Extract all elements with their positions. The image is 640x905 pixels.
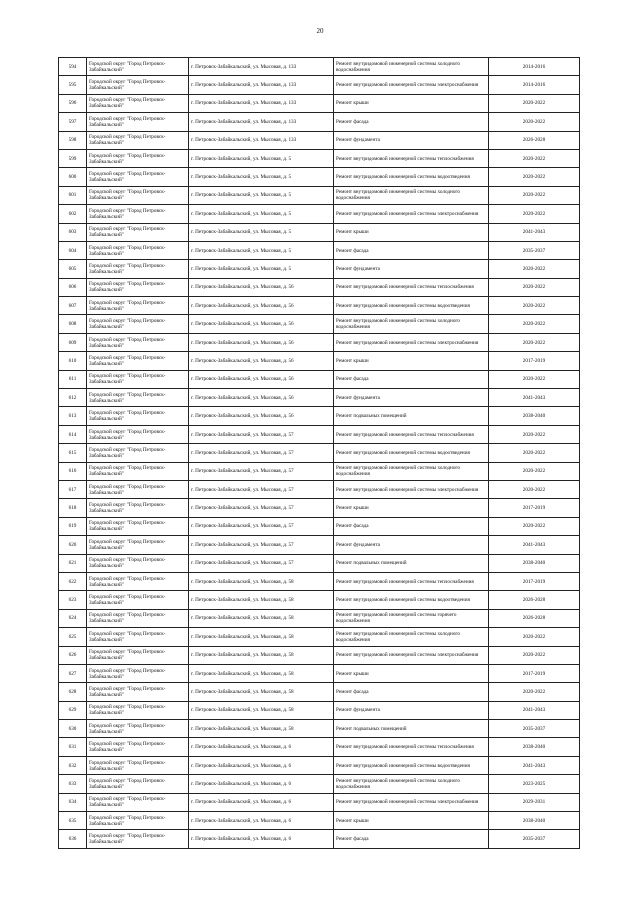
period-cell: 2041-2043 bbox=[489, 223, 580, 241]
row-number-cell: 599 bbox=[59, 149, 87, 167]
address-cell: г. Петровск-Забайкальский, ул. Мысовая, д. 6 bbox=[189, 812, 334, 830]
address-cell: г. Петровск-Забайкальский, ул. Мысовая, д. 58 bbox=[189, 720, 334, 738]
work-type-cell: Ремонт внутридомовой инженерной системы водоотведения bbox=[334, 444, 489, 462]
municipality-cell: Городской округ "Город Петровск-Забайкальский" bbox=[87, 591, 189, 609]
address-cell: г. Петровск-Забайкальский, ул. Мысовая, д. 56 bbox=[189, 407, 334, 425]
row-number-cell: 632 bbox=[59, 756, 87, 774]
municipality-cell: Городской округ "Город Петровск-Забайкальский" bbox=[87, 756, 189, 774]
address-cell: г. Петровск-Забайкальский, ул. Мысовая, д. 57 bbox=[189, 444, 334, 462]
work-type-cell: Ремонт внутридомовой инженерной системы теплоснабжения bbox=[334, 572, 489, 590]
period-cell: 2038-2040 bbox=[489, 407, 580, 425]
work-type-cell: Ремонт фундамента bbox=[334, 131, 489, 149]
table-row bbox=[59, 113, 580, 131]
address-cell: г. Петровск-Забайкальский, ул. Мысовая, д. 5 bbox=[189, 260, 334, 278]
address-cell: г. Петровск-Забайкальский, ул. Мысовая, д. 6 bbox=[189, 793, 334, 811]
work-type-cell: Ремонт внутридомовой инженерной системы электроснабжения bbox=[334, 646, 489, 664]
address-cell: г. Петровск-Забайкальский, ул. Мысовая, д. 57 bbox=[189, 425, 334, 443]
table-row bbox=[59, 628, 580, 646]
table-row bbox=[59, 462, 580, 480]
row-number-cell: 604 bbox=[59, 241, 87, 259]
period-cell: 2026-2028 bbox=[489, 609, 580, 627]
period-cell: 2020-2022 bbox=[489, 94, 580, 112]
municipality-cell: Городской округ "Город Петровск-Забайкальский" bbox=[87, 389, 189, 407]
work-type-cell: Ремонт фасада bbox=[334, 683, 489, 701]
table-row bbox=[59, 554, 580, 572]
table-row bbox=[59, 370, 580, 388]
table-row bbox=[59, 499, 580, 517]
address-cell: г. Петровск-Забайкальский, ул. Мысовая, д. 58 bbox=[189, 628, 334, 646]
municipality-cell: Городской округ "Город Петровск-Забайкальский" bbox=[87, 480, 189, 498]
municipality-cell: Городской округ "Город Петровск-Забайкальский" bbox=[87, 352, 189, 370]
work-type-cell: Ремонт крыши bbox=[334, 664, 489, 682]
row-number-cell: 629 bbox=[59, 701, 87, 719]
row-number-cell: 602 bbox=[59, 205, 87, 223]
table-row bbox=[59, 701, 580, 719]
address-cell: г. Петровск-Забайкальский, ул. Мысовая, д. 6 bbox=[189, 756, 334, 774]
row-number-cell: 601 bbox=[59, 186, 87, 204]
municipality-cell: Городской округ "Город Петровск-Забайкальский" bbox=[87, 572, 189, 590]
municipality-cell: Городской округ "Город Петровск-Забайкальский" bbox=[87, 646, 189, 664]
row-number-cell: 606 bbox=[59, 278, 87, 296]
address-cell: г. Петровск-Забайкальский, ул. Мысовая, д. 56 bbox=[189, 297, 334, 315]
period-cell: 2035-2037 bbox=[489, 830, 580, 848]
table-row bbox=[59, 278, 580, 296]
period-cell: 2020-2022 bbox=[489, 480, 580, 498]
address-cell: г. Петровск-Забайкальский, ул. Мысовая, д. 5 bbox=[189, 149, 334, 167]
table-row bbox=[59, 389, 580, 407]
period-cell: 2017-2019 bbox=[489, 572, 580, 590]
municipality-cell: Городской округ "Город Петровск-Забайкальский" bbox=[87, 131, 189, 149]
municipality-cell: Городской округ "Город Петровск-Забайкальский" bbox=[87, 738, 189, 756]
work-type-cell: Ремонт фундамента bbox=[334, 536, 489, 554]
table-row bbox=[59, 333, 580, 351]
address-cell: г. Петровск-Забайкальский, ул. Мысовая, д. 56 bbox=[189, 315, 334, 333]
period-cell: 2020-2022 bbox=[489, 444, 580, 462]
work-type-cell: Ремонт внутридомовой инженерной системы электроснабжения bbox=[334, 793, 489, 811]
work-type-cell: Ремонт фасада bbox=[334, 241, 489, 259]
work-type-cell: Ремонт фасада bbox=[334, 113, 489, 131]
period-cell: 2017-2019 bbox=[489, 499, 580, 517]
work-type-cell: Ремонт внутридомовой инженерной системы холодного водоснабжения bbox=[334, 628, 489, 646]
row-number-cell: 607 bbox=[59, 297, 87, 315]
period-cell: 2017-2019 bbox=[489, 352, 580, 370]
address-cell: г. Петровск-Забайкальский, ул. Мысовая, д. 5 bbox=[189, 241, 334, 259]
table-row bbox=[59, 444, 580, 462]
row-number-cell: 621 bbox=[59, 554, 87, 572]
row-number-cell: 619 bbox=[59, 517, 87, 535]
work-type-cell: Ремонт фасада bbox=[334, 370, 489, 388]
municipality-cell: Городской округ "Город Петровск-Забайкальский" bbox=[87, 609, 189, 627]
work-type-cell: Ремонт фасада bbox=[334, 517, 489, 535]
municipality-cell: Городской округ "Город Петровск-Забайкальский" bbox=[87, 260, 189, 278]
table-row bbox=[59, 407, 580, 425]
period-cell: 2020-2022 bbox=[489, 462, 580, 480]
municipality-cell: Городской округ "Город Петровск-Забайкальский" bbox=[87, 793, 189, 811]
address-cell: г. Петровск-Забайкальский, ул. Мысовая, д. 57 bbox=[189, 517, 334, 535]
municipality-cell: Городской округ "Город Петровск-Забайкальский" bbox=[87, 241, 189, 259]
row-number-cell: 615 bbox=[59, 444, 87, 462]
municipality-cell: Городской округ "Город Петровск-Забайкальский" bbox=[87, 370, 189, 388]
work-type-cell: Ремонт внутридомовой инженерной системы теплоснабжения bbox=[334, 149, 489, 167]
work-type-cell: Ремонт фундамента bbox=[334, 389, 489, 407]
table-row bbox=[59, 223, 580, 241]
table-row bbox=[59, 205, 580, 223]
work-type-cell: Ремонт внутридомовой инженерной системы горячего водоснабжения bbox=[334, 609, 489, 627]
row-number-cell: 625 bbox=[59, 628, 87, 646]
address-cell: г. Петровск-Забайкальский, ул. Мысовая, д. 57 bbox=[189, 554, 334, 572]
address-cell: г. Петровск-Забайкальский, ул. Мысовая, д. 133 bbox=[189, 94, 334, 112]
work-type-cell: Ремонт внутридомовой инженерной системы холодного водоснабжения bbox=[334, 315, 489, 333]
municipality-cell: Городской округ "Город Петровск-Забайкальский" bbox=[87, 462, 189, 480]
period-cell: 2020-2022 bbox=[489, 205, 580, 223]
municipality-cell: Городской округ "Город Петровск-Забайкальский" bbox=[87, 407, 189, 425]
address-cell: г. Петровск-Забайкальский, ул. Мысовая, д. 56 bbox=[189, 333, 334, 351]
municipality-cell: Городской округ "Город Петровск-Забайкальский" bbox=[87, 297, 189, 315]
table-body bbox=[59, 58, 580, 849]
work-type-cell: Ремонт внутридомовой инженерной системы холодного водоснабжения bbox=[334, 186, 489, 204]
address-cell: г. Петровск-Забайкальский, ул. Мысовая, д. 6 bbox=[189, 775, 334, 793]
period-cell: 2038-2040 bbox=[489, 812, 580, 830]
municipality-cell: Городской округ "Город Петровск-Забайкальский" bbox=[87, 830, 189, 848]
period-cell: 2020-2022 bbox=[489, 113, 580, 131]
period-cell: 2038-2040 bbox=[489, 554, 580, 572]
address-cell: г. Петровск-Забайкальский, ул. Мысовая, д. 57 bbox=[189, 480, 334, 498]
period-cell: 2041-2043 bbox=[489, 536, 580, 554]
row-number-cell: 622 bbox=[59, 572, 87, 590]
table-row bbox=[59, 517, 580, 535]
municipality-cell: Городской округ "Город Петровск-Забайкальский" bbox=[87, 628, 189, 646]
work-type-cell: Ремонт внутридомовой инженерной системы водоотведения bbox=[334, 168, 489, 186]
period-cell: 2023-2025 bbox=[489, 775, 580, 793]
address-cell: г. Петровск-Забайкальский, ул. Мысовая, д. 5 bbox=[189, 186, 334, 204]
municipality-cell: Городской округ "Город Петровск-Забайкальский" bbox=[87, 444, 189, 462]
address-cell: г. Петровск-Забайкальский, ул. Мысовая, д. 57 bbox=[189, 462, 334, 480]
row-number-cell: 633 bbox=[59, 775, 87, 793]
municipality-cell: Городской округ "Город Петровск-Забайкальский" bbox=[87, 499, 189, 517]
work-type-cell: Ремонт подвальных помещений bbox=[334, 720, 489, 738]
row-number-cell: 630 bbox=[59, 720, 87, 738]
page-number: 20 bbox=[316, 27, 324, 35]
period-cell: 2020-2022 bbox=[489, 168, 580, 186]
address-cell: г. Петровск-Забайкальский, ул. Мысовая, д. 5 bbox=[189, 223, 334, 241]
table-row bbox=[59, 425, 580, 443]
table-row bbox=[59, 480, 580, 498]
municipality-cell: Городской округ "Город Петровск-Забайкальский" bbox=[87, 720, 189, 738]
period-cell: 2020-2022 bbox=[489, 425, 580, 443]
municipality-cell: Городской округ "Город Петровск-Забайкальский" bbox=[87, 278, 189, 296]
table-row bbox=[59, 591, 580, 609]
municipality-cell: Городской округ "Город Петровск-Забайкальский" bbox=[87, 76, 189, 94]
municipality-cell: Городской округ "Город Петровск-Забайкальский" bbox=[87, 425, 189, 443]
row-number-cell: 623 bbox=[59, 591, 87, 609]
table-row bbox=[59, 756, 580, 774]
row-number-cell: 617 bbox=[59, 480, 87, 498]
period-cell: 2014-2016 bbox=[489, 58, 580, 76]
period-cell: 2020-2022 bbox=[489, 278, 580, 296]
table-row bbox=[59, 536, 580, 554]
work-type-cell: Ремонт крыши bbox=[334, 94, 489, 112]
table-row bbox=[59, 646, 580, 664]
work-type-cell: Ремонт крыши bbox=[334, 499, 489, 517]
municipality-cell: Городской округ "Город Петровск-Забайкальский" bbox=[87, 517, 189, 535]
address-cell: г. Петровск-Забайкальский, ул. Мысовая, д. 56 bbox=[189, 278, 334, 296]
table-row bbox=[59, 738, 580, 756]
address-cell: г. Петровск-Забайкальский, ул. Мысовая, д. 6 bbox=[189, 738, 334, 756]
work-type-cell: Ремонт внутридомовой инженерной системы холодного водоснабжения bbox=[334, 58, 489, 76]
period-cell: 2020-2022 bbox=[489, 517, 580, 535]
work-type-cell: Ремонт внутридомовой инженерной системы электроснабжения bbox=[334, 205, 489, 223]
period-cell: 2041-2043 bbox=[489, 389, 580, 407]
address-cell: г. Петровск-Забайкальский, ул. Мысовая, д. 133 bbox=[189, 113, 334, 131]
row-number-cell: 612 bbox=[59, 389, 87, 407]
address-cell: г. Петровск-Забайкальский, ул. Мысовая, д. 133 bbox=[189, 131, 334, 149]
table-row bbox=[59, 131, 580, 149]
work-type-cell: Ремонт фундамента bbox=[334, 260, 489, 278]
table-row bbox=[59, 775, 580, 793]
period-cell: 2017-2019 bbox=[489, 664, 580, 682]
work-type-cell: Ремонт подвальных помещений bbox=[334, 407, 489, 425]
municipality-cell: Городской округ "Город Петровск-Забайкальский" bbox=[87, 223, 189, 241]
row-number-cell: 595 bbox=[59, 76, 87, 94]
row-number-cell: 613 bbox=[59, 407, 87, 425]
row-number-cell: 600 bbox=[59, 168, 87, 186]
row-number-cell: 605 bbox=[59, 260, 87, 278]
work-type-cell: Ремонт фасада bbox=[334, 830, 489, 848]
work-type-cell: Ремонт внутридомовой инженерной системы электроснабжения bbox=[334, 480, 489, 498]
work-type-cell: Ремонт подвальных помещений bbox=[334, 554, 489, 572]
address-cell: г. Петровск-Забайкальский, ул. Мысовая, д. 58 bbox=[189, 664, 334, 682]
row-number-cell: 598 bbox=[59, 131, 87, 149]
period-cell: 2020-2022 bbox=[489, 149, 580, 167]
table-row bbox=[59, 664, 580, 682]
table-row bbox=[59, 58, 580, 76]
period-cell: 2020-2022 bbox=[489, 260, 580, 278]
row-number-cell: 634 bbox=[59, 793, 87, 811]
table-row bbox=[59, 149, 580, 167]
period-cell: 2020-2022 bbox=[489, 628, 580, 646]
address-cell: г. Петровск-Забайкальский, ул. Мысовая, д. 58 bbox=[189, 591, 334, 609]
row-number-cell: 608 bbox=[59, 315, 87, 333]
period-cell: 2020-2022 bbox=[489, 297, 580, 315]
municipality-cell: Городской округ "Город Петровск-Забайкальский" bbox=[87, 205, 189, 223]
work-type-cell: Ремонт внутридомовой инженерной системы теплоснабжения bbox=[334, 738, 489, 756]
address-cell: г. Петровск-Забайкальский, ул. Мысовая, д. 133 bbox=[189, 76, 334, 94]
municipality-cell: Городской округ "Город Петровск-Забайкальский" bbox=[87, 333, 189, 351]
work-type-cell: Ремонт внутридомовой инженерной системы водоотведения bbox=[334, 756, 489, 774]
municipality-cell: Городской округ "Город Петровск-Забайкальский" bbox=[87, 186, 189, 204]
period-cell: 2026-2028 bbox=[489, 591, 580, 609]
row-number-cell: 626 bbox=[59, 646, 87, 664]
table-row bbox=[59, 609, 580, 627]
period-cell: 2035-2037 bbox=[489, 241, 580, 259]
row-number-cell: 609 bbox=[59, 333, 87, 351]
period-cell: 2035-2037 bbox=[489, 720, 580, 738]
table-row bbox=[59, 94, 580, 112]
work-type-cell: Ремонт внутридомовой инженерной системы холодного водоснабжения bbox=[334, 462, 489, 480]
row-number-cell: 627 bbox=[59, 664, 87, 682]
row-number-cell: 628 bbox=[59, 683, 87, 701]
table-row bbox=[59, 352, 580, 370]
work-type-cell: Ремонт внутридомовой инженерной системы холодного водоснабжения bbox=[334, 775, 489, 793]
period-cell: 2020-2022 bbox=[489, 683, 580, 701]
work-type-cell: Ремонт внутридомовой инженерной системы водоотведения bbox=[334, 297, 489, 315]
work-type-cell: Ремонт внутридомовой инженерной системы водоотведения bbox=[334, 591, 489, 609]
municipality-cell: Городской округ "Город Петровск-Забайкальский" bbox=[87, 664, 189, 682]
municipality-cell: Городской округ "Город Петровск-Забайкальский" bbox=[87, 701, 189, 719]
period-cell: 2020-2022 bbox=[489, 315, 580, 333]
row-number-cell: 624 bbox=[59, 609, 87, 627]
work-type-cell: Ремонт внутридомовой инженерной системы электроснабжения bbox=[334, 333, 489, 351]
row-number-cell: 620 bbox=[59, 536, 87, 554]
table-row bbox=[59, 297, 580, 315]
table-row bbox=[59, 683, 580, 701]
row-number-cell: 635 bbox=[59, 812, 87, 830]
row-number-cell: 596 bbox=[59, 94, 87, 112]
period-cell: 2020-2022 bbox=[489, 646, 580, 664]
period-cell: 2029-2031 bbox=[489, 793, 580, 811]
municipality-cell: Городской округ "Город Петровск-Забайкальский" bbox=[87, 113, 189, 131]
address-cell: г. Петровск-Забайкальский, ул. Мысовая, д. 58 bbox=[189, 609, 334, 627]
table-row bbox=[59, 830, 580, 848]
address-cell: г. Петровск-Забайкальский, ул. Мысовая, д. 6 bbox=[189, 830, 334, 848]
table-row bbox=[59, 720, 580, 738]
period-cell: 2020-2022 bbox=[489, 333, 580, 351]
municipality-cell: Городской округ "Город Петровск-Забайкальский" bbox=[87, 683, 189, 701]
work-type-cell: Ремонт внутридомовой инженерной системы теплоснабжения bbox=[334, 425, 489, 443]
period-cell: 2020-2022 bbox=[489, 186, 580, 204]
address-cell: г. Петровск-Забайкальский, ул. Мысовая, д. 58 bbox=[189, 701, 334, 719]
municipality-cell: Городской округ "Город Петровск-Забайкальский" bbox=[87, 168, 189, 186]
period-cell: 2026-2028 bbox=[489, 131, 580, 149]
capital-repair-table bbox=[58, 57, 580, 849]
municipality-cell: Городской округ "Город Петровск-Забайкальский" bbox=[87, 812, 189, 830]
address-cell: г. Петровск-Забайкальский, ул. Мысовая, д. 58 bbox=[189, 646, 334, 664]
address-cell: г. Петровск-Забайкальский, ул. Мысовая, д. 56 bbox=[189, 370, 334, 388]
period-cell: 2038-2040 bbox=[489, 738, 580, 756]
municipality-cell: Городской округ "Город Петровск-Забайкальский" bbox=[87, 58, 189, 76]
work-type-cell: Ремонт крыши bbox=[334, 223, 489, 241]
row-number-cell: 594 bbox=[59, 58, 87, 76]
table-row bbox=[59, 793, 580, 811]
row-number-cell: 631 bbox=[59, 738, 87, 756]
address-cell: г. Петровск-Забайкальский, ул. Мысовая, д. 58 bbox=[189, 572, 334, 590]
address-cell: г. Петровск-Забайкальский, ул. Мысовая, д. 56 bbox=[189, 389, 334, 407]
row-number-cell: 597 bbox=[59, 113, 87, 131]
work-type-cell: Ремонт крыши bbox=[334, 812, 489, 830]
row-number-cell: 611 bbox=[59, 370, 87, 388]
address-cell: г. Петровск-Забайкальский, ул. Мысовая, д. 133 bbox=[189, 58, 334, 76]
table-row bbox=[59, 315, 580, 333]
municipality-cell: Городской округ "Город Петровск-Забайкальский" bbox=[87, 315, 189, 333]
address-cell: г. Петровск-Забайкальский, ул. Мысовая, д. 57 bbox=[189, 499, 334, 517]
row-number-cell: 618 bbox=[59, 499, 87, 517]
row-number-cell: 616 bbox=[59, 462, 87, 480]
period-cell: 2041-2043 bbox=[489, 701, 580, 719]
row-number-cell: 614 bbox=[59, 425, 87, 443]
row-number-cell: 610 bbox=[59, 352, 87, 370]
table-row bbox=[59, 572, 580, 590]
work-type-cell: Ремонт фундамента bbox=[334, 701, 489, 719]
table-row bbox=[59, 76, 580, 94]
address-cell: г. Петровск-Забайкальский, ул. Мысовая, д. 58 bbox=[189, 683, 334, 701]
work-type-cell: Ремонт внутридомовой инженерной системы теплоснабжения bbox=[334, 278, 489, 296]
address-cell: г. Петровск-Забайкальский, ул. Мысовая, д. 56 bbox=[189, 352, 334, 370]
work-type-cell: Ремонт внутридомовой инженерной системы электроснабжения bbox=[334, 76, 489, 94]
table-row bbox=[59, 812, 580, 830]
municipality-cell: Городской округ "Город Петровск-Забайкальский" bbox=[87, 554, 189, 572]
row-number-cell: 603 bbox=[59, 223, 87, 241]
municipality-cell: Городской округ "Город Петровск-Забайкальский" bbox=[87, 149, 189, 167]
table-row bbox=[59, 241, 580, 259]
address-cell: г. Петровск-Забайкальский, ул. Мысовая, д. 57 bbox=[189, 536, 334, 554]
address-cell: г. Петровск-Забайкальский, ул. Мысовая, д. 5 bbox=[189, 205, 334, 223]
work-type-cell: Ремонт крыши bbox=[334, 352, 489, 370]
row-number-cell: 636 bbox=[59, 830, 87, 848]
address-cell: г. Петровск-Забайкальский, ул. Мысовая, д. 5 bbox=[189, 168, 334, 186]
municipality-cell: Городской округ "Город Петровск-Забайкальский" bbox=[87, 775, 189, 793]
table-row bbox=[59, 168, 580, 186]
municipality-cell: Городской округ "Город Петровск-Забайкальский" bbox=[87, 94, 189, 112]
period-cell: 2020-2022 bbox=[489, 370, 580, 388]
municipality-cell: Городской округ "Город Петровск-Забайкальский" bbox=[87, 536, 189, 554]
table-row bbox=[59, 186, 580, 204]
period-cell: 2014-2016 bbox=[489, 76, 580, 94]
table-row bbox=[59, 260, 580, 278]
period-cell: 2041-2043 bbox=[489, 756, 580, 774]
